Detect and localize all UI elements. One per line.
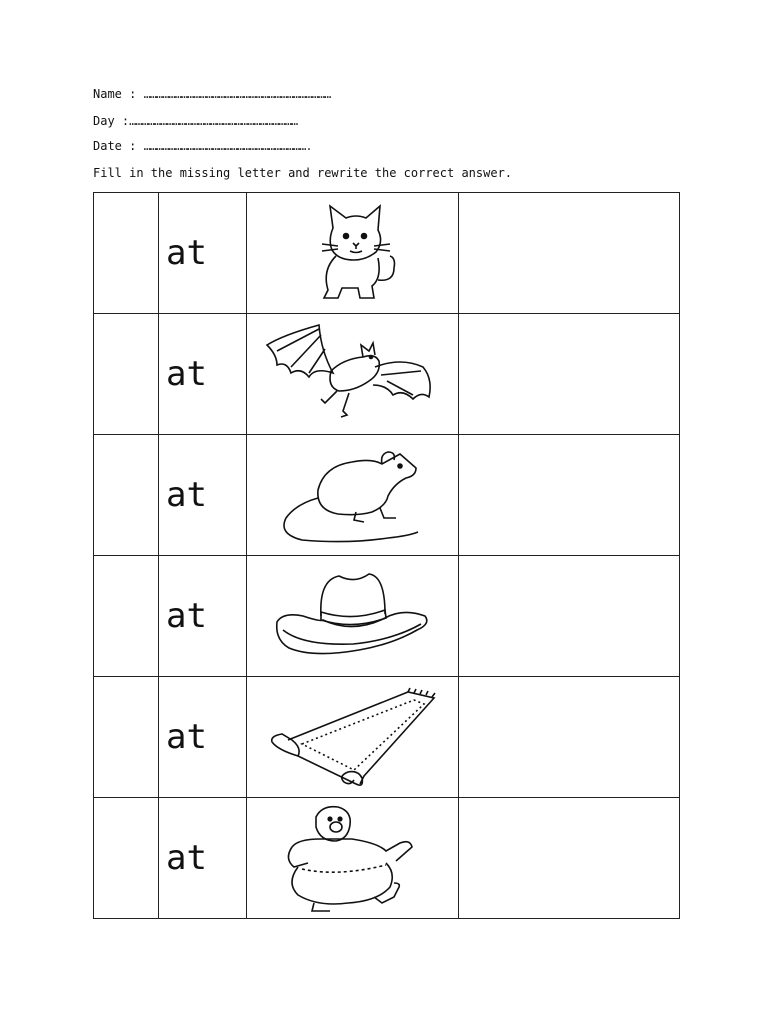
- missing-letter-cell[interactable]: [94, 314, 159, 435]
- bat-icon: [263, 321, 443, 427]
- instruction-text: Fill in the missing letter and rewrite the correct answer.: [93, 166, 513, 180]
- mat-icon: [268, 684, 438, 790]
- answer-cell[interactable]: [459, 193, 680, 314]
- table-row: [94, 435, 680, 556]
- picture-cell: [247, 798, 459, 919]
- table-row: [94, 193, 680, 314]
- answer-cell[interactable]: [459, 556, 680, 677]
- worksheet-table: [93, 192, 680, 919]
- table-row: [94, 798, 680, 919]
- answer-cell[interactable]: [459, 677, 680, 798]
- answer-cell[interactable]: [459, 314, 680, 435]
- picture-cell: [247, 556, 459, 677]
- missing-letter-cell[interactable]: [94, 677, 159, 798]
- cat-icon: [298, 198, 408, 308]
- picture-cell: [247, 435, 459, 556]
- missing-letter-cell[interactable]: [94, 556, 159, 677]
- fat-man-icon: [278, 803, 428, 913]
- word-suffix: at: [159, 677, 247, 798]
- table-row: [94, 314, 680, 435]
- picture-cell: [247, 677, 459, 798]
- picture-cell: [247, 193, 459, 314]
- table-row: [94, 556, 680, 677]
- answer-cell[interactable]: [459, 435, 680, 556]
- word-suffix: at: [159, 314, 247, 435]
- day-blank[interactable]: ………………………………………………………………………: [129, 114, 298, 128]
- day-label: Day :: [93, 114, 130, 128]
- name-blank[interactable]: ………………………………………………………………………………: [143, 87, 331, 101]
- hat-icon: [273, 568, 433, 664]
- date-field: [93, 139, 312, 153]
- date-label: Date :: [93, 139, 144, 153]
- word-suffix: at: [159, 798, 247, 919]
- word-suffix: at: [159, 556, 247, 677]
- date-blank[interactable]: …………………………………………………………………….: [143, 139, 312, 153]
- word-suffix: at: [159, 435, 247, 556]
- name-label: Name :: [93, 87, 144, 101]
- table-row: [94, 677, 680, 798]
- word-suffix: at: [159, 193, 247, 314]
- missing-letter-cell[interactable]: [94, 798, 159, 919]
- picture-cell: [247, 314, 459, 435]
- day-field: [93, 114, 297, 128]
- rat-icon: [268, 442, 438, 548]
- name-field: [93, 87, 330, 101]
- missing-letter-cell[interactable]: [94, 435, 159, 556]
- answer-cell[interactable]: [459, 798, 680, 919]
- missing-letter-cell[interactable]: [94, 193, 159, 314]
